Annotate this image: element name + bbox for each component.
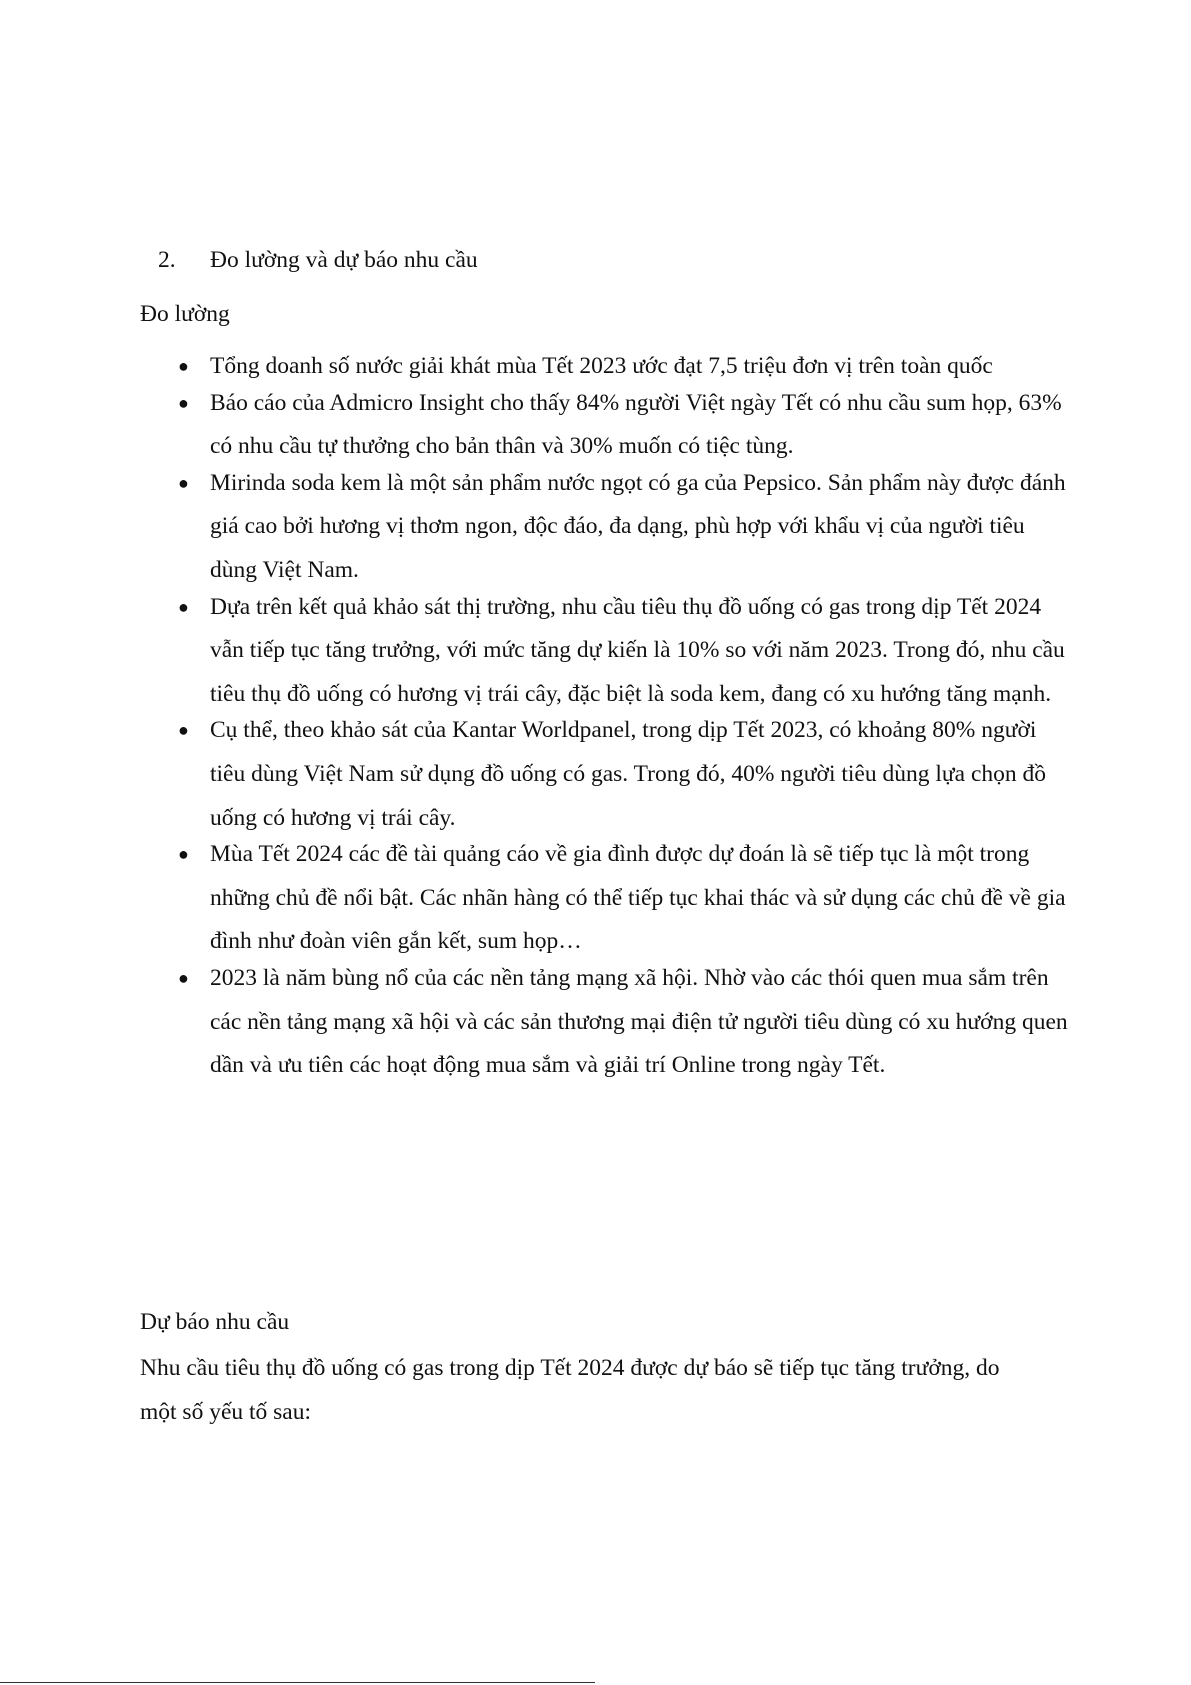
list-item <box>140 709 1070 840</box>
bullet-icon: ● <box>178 596 189 617</box>
measurement-bullet-list <box>140 352 1070 1088</box>
bullet-icon: ● <box>178 356 189 376</box>
bullet-icon: ● <box>178 844 189 865</box>
bullet-text: Báo cáo của Admicro Insight cho thấy 84% người Việt ngày Tết có nhu cầu sum họp, 63% có nhu cầu tự thưởng cho bản thân và 30% muốn có tiệc tùng. <box>210 389 1062 460</box>
bullet-text: Mùa Tết 2024 các đề tài quảng cáo về gia đình được dự đoán là sẽ tiếp tục là một trong những chủ đề nổi bật. Các nhãn hàng có thể tiếp tục khai thác và sử dụng các chủ đề về gia đình như đoàn viên gắn kết, sum họp… <box>210 841 1066 955</box>
forecast-heading: Dự báo nhu cầu <box>140 1309 290 1335</box>
forecast-paragraph-text: Nhu cầu tiêu thụ đồ uống có gas trong dịp Tết 2024 được dự báo sẽ tiếp tục tăng trưởng, do một số yếu tố sau: <box>140 1355 1000 1425</box>
bullet-text: Tổng doanh số nước giải khát mùa Tết 2023 ước đạt 7,5 triệu đơn vị trên toàn quốc <box>210 353 993 379</box>
bullet-icon: ● <box>178 967 189 988</box>
bullet-text: 2023 là năm bùng nổ của các nền tảng mạng xã hội. Nhờ vào các thói quen mua sắm trên các nền tảng mạng xã hội và các sản thương mại điện tử người tiêu dùng có xu hướng quen dần và ưu tiên các hoạt động mua sắm và giải trí Online trong ngày Tết. <box>210 964 1068 1079</box>
bullet-text: Mirinda soda kem là một sản phẩm nước ngọt có ga của Pepsico. Sản phẩm này được đánh giá cao bởi hương vị thơm ngon, độc đáo, đa dạng, phù hợp với khẩu vị của người tiêu dùng Việt Nam. <box>210 469 1066 583</box>
footnote-divider <box>0 1682 595 1683</box>
list-item <box>140 462 1070 593</box>
section-title: Đo lường và dự báo nhu cầu <box>210 247 478 273</box>
bullet-icon: ● <box>178 720 189 741</box>
bullet-icon: ● <box>178 392 189 413</box>
list-item <box>140 957 1070 1088</box>
section-number: 2. <box>158 247 176 273</box>
bullet-icon: ● <box>178 472 189 493</box>
measurement-heading: Đo lường <box>140 301 230 327</box>
bullet-text: Cụ thể, theo khảo sát của Kantar Worldpanel, trong dịp Tết 2023, có khoảng 80% người tiêu dùng Việt Nam sử dụng đồ uống có gas. Trong đó, 40% người tiêu dùng lựa chọn đồ uống có hương vị trái cây. <box>210 717 1046 831</box>
list-item <box>140 833 1070 964</box>
list-item <box>140 586 1070 717</box>
section-heading <box>158 245 478 275</box>
list-item <box>140 382 1070 469</box>
bullet-text: Dựa trên kết quả khảo sát thị trường, nhu cầu tiêu thụ đồ uống có gas trong dịp Tết 2024 vẫn tiếp tục tăng trưởng, với mức tăng dự kiến là 10% so với năm 2023. Trong đó, nhu cầu tiêu thụ đồ uống có hương vị trái cây, đặc biệt là soda kem, đang có xu hướng tăng mạnh. <box>210 593 1065 707</box>
forecast-paragraph <box>140 1347 1020 1434</box>
